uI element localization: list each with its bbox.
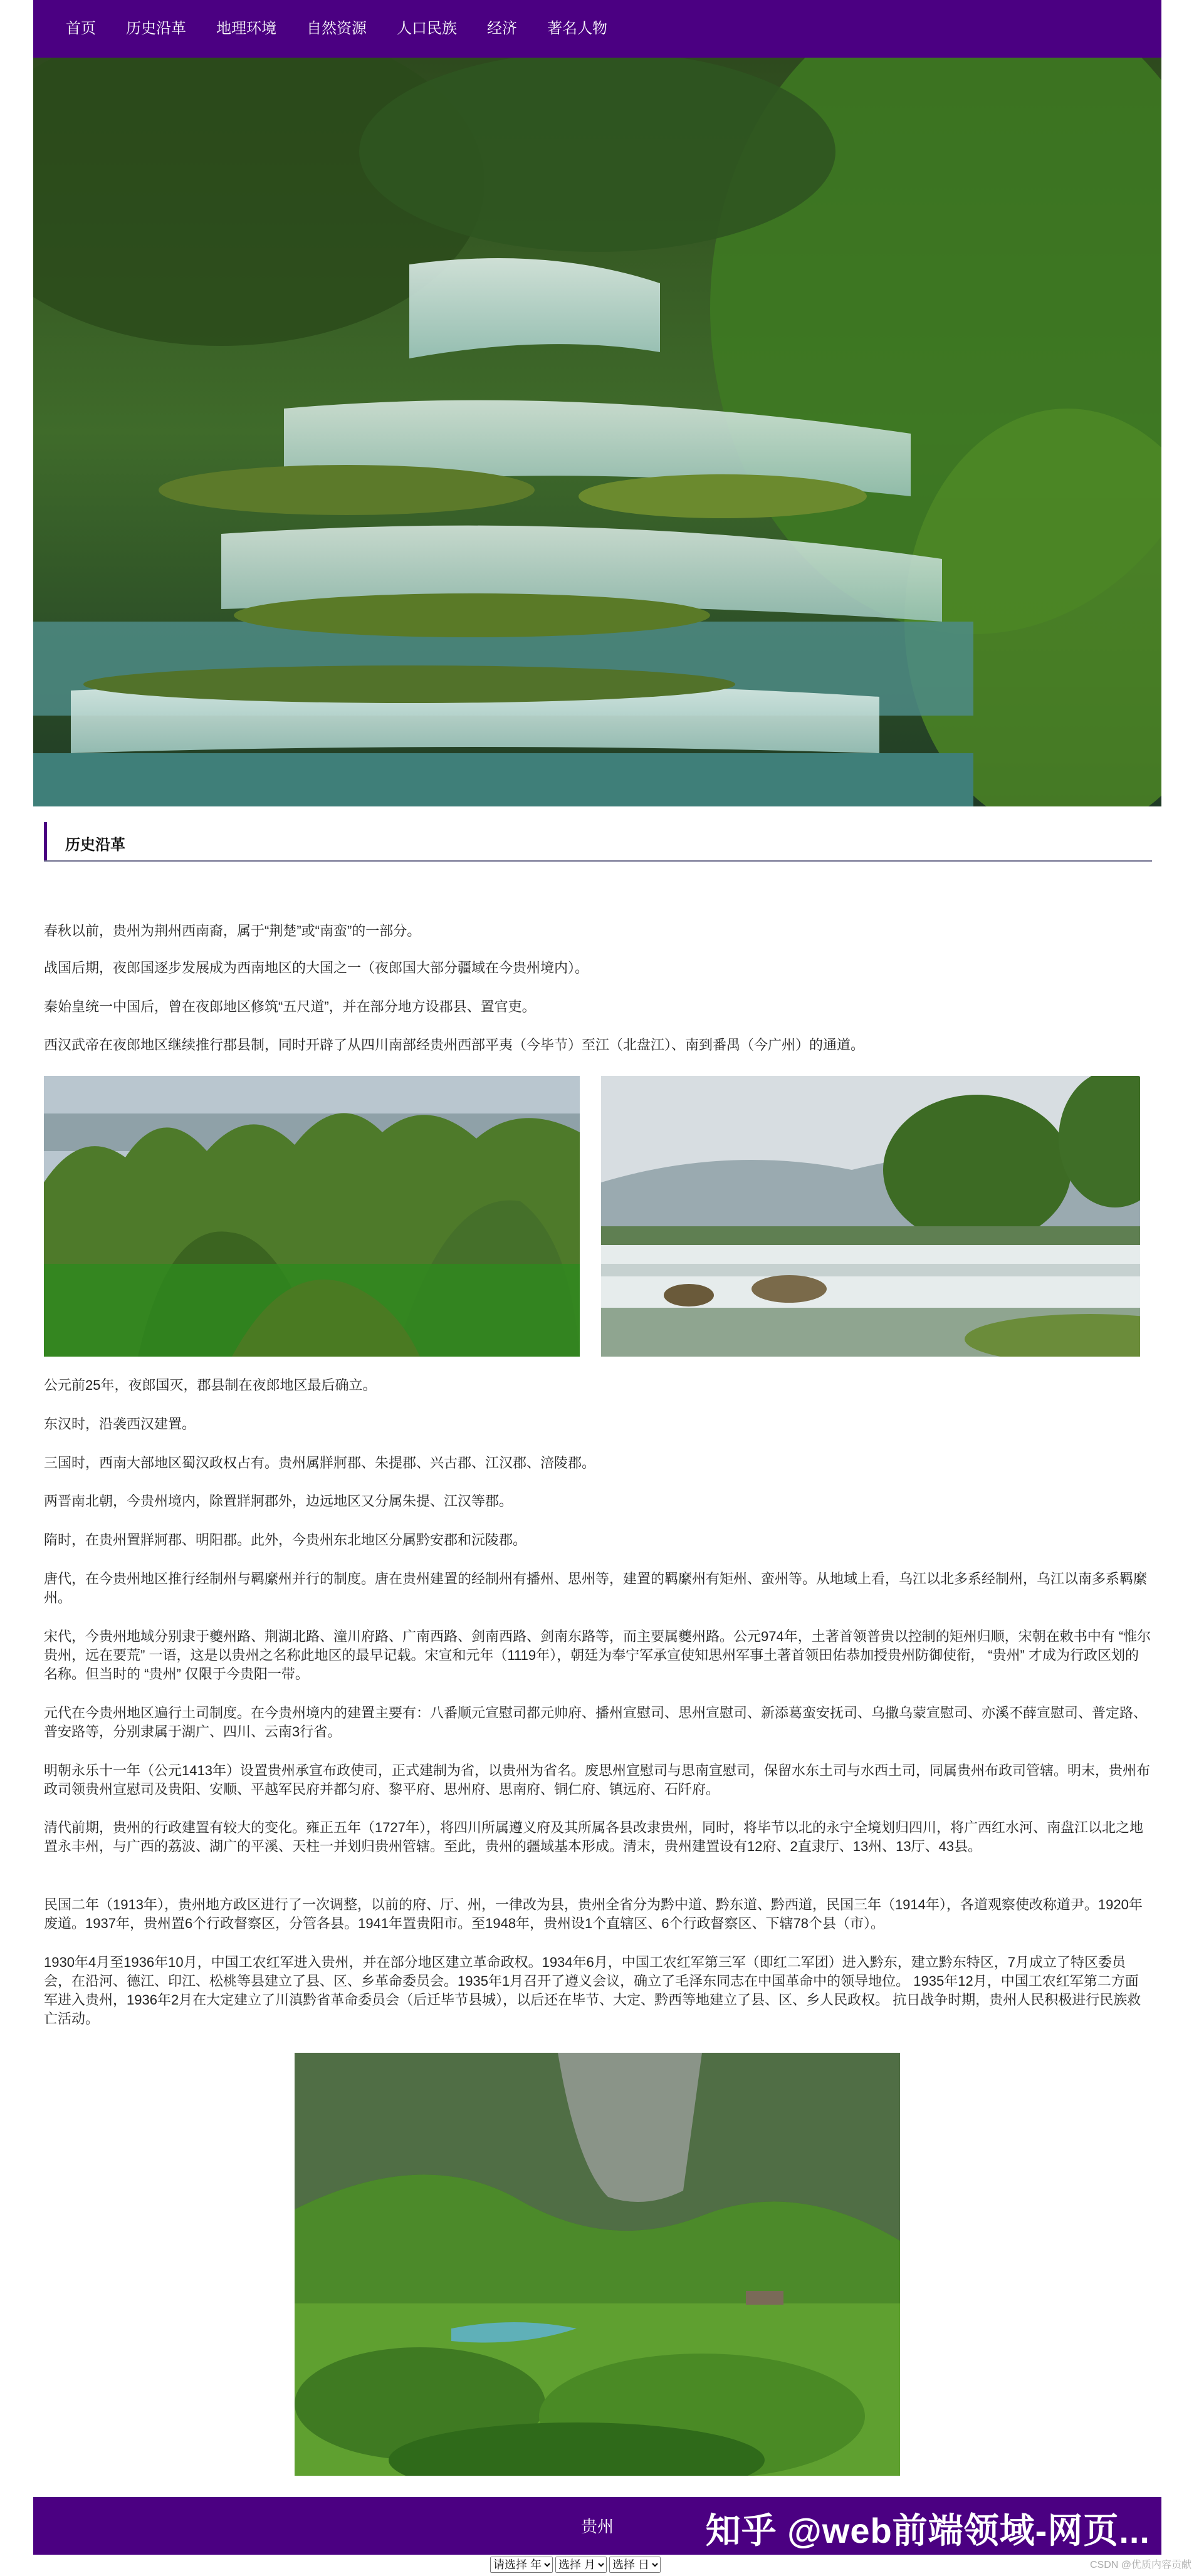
nav-item-geography[interactable]: 地理环境 [216,20,276,37]
nav-item-history[interactable]: 历史沿革 [126,20,186,37]
date-selects [490,2557,661,2573]
footer-title: 贵州 [580,2517,614,2536]
paragraph: 宋代，今贵州地域分别隶于夔州路、荆湖北路、潼川府路、广南西路、剑南西路、剑南东路等，而主要属夔州路。公元974年，土著首领普贵以控制的矩州归顺，宋朝在敕书中有 “惟尔贵州，远在要荒” 一语，这是以贵州之名称此地区的最早记载。宋宣和元年（1119年），朝廷为奉宁军承宣使知思州军事土著首领田佑恭加授贵州防御使衔， “贵州” 才成为行政区划的名称。但当时的 “贵州” 仅限于今贵阳一带。 [44,1629,1151,1682]
nav-item-population[interactable]: 人口民族 [397,20,457,37]
karst-mountains-image [44,1076,580,1357]
river-waterfall-image [601,1076,1140,1357]
paragraph: 隋时，在贵州置牂牁郡、明阳郡。此外，今贵州东北地区分属黔安郡和沅陵郡。 [44,1532,527,1548]
nav-item-home[interactable]: 首页 [66,20,96,37]
section-title [44,822,1152,862]
paragraph: 公元前25年，夜郎国灭，郡县制在夜郎地区最后确立。 [44,1377,377,1393]
csdn-watermark: CSDN @优质内容贡献 [1089,2560,1191,2570]
paragraph: 唐代，在今贵州地区推行经制州与羁縻州并行的制度。唐在贵州建置的经制州有播州、思州等，建置的羁縻州有矩州、蛮州等。从地域上看，乌江以北多系经制州，乌江以南多系羁縻州。 [44,1571,1148,1605]
paragraph: 两晋南北朝，今贵州境内，除置牂牁郡外，边远地区又分属朱提、江汉等郡。 [44,1493,513,1509]
zhihu-watermark: 知乎 @web前端领域-网页... [705,2511,1150,2550]
paragraph: 春秋以前，贵州为荆州西南裔，属于“荆楚”或“南蛮”的一部分。 [44,923,421,939]
nav-item-resources[interactable]: 自然资源 [306,20,367,37]
paragraph: 民国二年（1913年），贵州地方政区进行了一次调整，以前的府、厅、州，一律改为县，贵州全省分为黔中道、黔东道、黔西道，民国三年（1914年），各道观察使改称道尹。1920年废道。1937年，贵州置6个行政督察区，分管各县。1941年置贵阳市。至1948年，贵州设1个直辖区、6个行政督察区、下辖78个县（市）。 [44,1897,1143,1931]
nav-item-economy[interactable]: 经济 [487,20,517,37]
year-select[interactable] [490,2557,553,2573]
paragraph: 三国时，西南大部地区蜀汉政权占有。贵州属牂牁郡、朱提郡、兴古郡、江汉郡、涪陵郡。 [44,1455,596,1471]
hero-waterfall-image [33,58,1161,806]
paragraph: 明朝永乐十一年（公元1413年）设置贵州承宣布政使司，正式建制为省，以贵州为省名。废思州宣慰司与思南宣慰司，保留水东土司与水西土司，同属贵州布政司管辖。明末，贵州布政司领贵州宣慰司及贵阳、安顺、平越军民府并都匀府、黎平府、思州府、思南府、铜仁府、镇远府、石阡府。 [44,1763,1150,1797]
nav-item-people[interactable]: 著名人物 [547,20,607,37]
paragraph: 东汉时，沿袭西汉建置。 [44,1416,196,1432]
paragraph: 元代在今贵州地区遍行土司制度。在今贵州境内的建置主要有：八番顺元宣慰司都元帅府、播州宣慰司、思州宣慰司、新添葛蛮安抚司、乌撒乌蒙宣慰司、亦溪不薛宣慰司、普定路、普安路等，分别隶属于湖广、四川、云南3行省。 [44,1705,1148,1739]
forest-valley-image [295,2053,900,2476]
paragraph: 秦始皇统一中国后，曾在夜郎地区修筑“五尺道”，并在部分地方设郡县、置官吏。 [44,999,536,1014]
month-select[interactable] [555,2557,607,2573]
paragraph: 1930年4月至1936年10月，中国工农红军进入贵州，并在部分地区建立革命政权。1934年6月，中国工农红军第三军（即红二军团）进入黔东，建立黔东特区，7月成立了特区委员会，在沿河、德江、印江、松桃等县建立了县、区、乡革命委员会。1935年1月召开了遵义会议，确立了毛泽东同志在中国革命中的领导地位。 1935年12月，中国工农红军第二方面军进入贵州，1936年2月在大定建立了川滇黔省革命委员会（后迁毕节县城），以后还在毕节、大定、黔西等地建立了县、区、乡人民政权。 抗日战争时期，贵州人民积极进行民族救亡活动。 [44,1954,1141,2026]
footer [33,2497,1161,2555]
paragraph: 清代前期，贵州的行政建置有较大的变化。雍正五年（1727年），将四川所属遵义府及其所属各县改隶贵州，同时，将毕节以北的永宁全境划归四川，将广西红水河、南盘江以北之地置永丰州，与广西的荔波、湖广的平溪、天柱一并划归贵州管辖。至此，贵州的疆域基本形成。清末，贵州建置设有12府、2直隶厅、13州、13厅、43县。 [44,1820,1143,1854]
section-title-text: 历史沿革 [65,837,125,853]
paragraph: 西汉武帝在夜郎地区继续推行郡县制，同时开辟了从四川南部经贵州西部平夷（今毕节）至江（北盘江）、南到番禺（今广州）的通道。 [44,1037,865,1053]
paragraph: 战国后期，夜郎国逐步发展成为西南地区的大国之一（夜郎国大部分疆域在今贵州境内）。 [44,960,589,976]
top-nav [33,0,1161,58]
day-select[interactable] [609,2557,661,2573]
section-title-bar [44,822,47,860]
